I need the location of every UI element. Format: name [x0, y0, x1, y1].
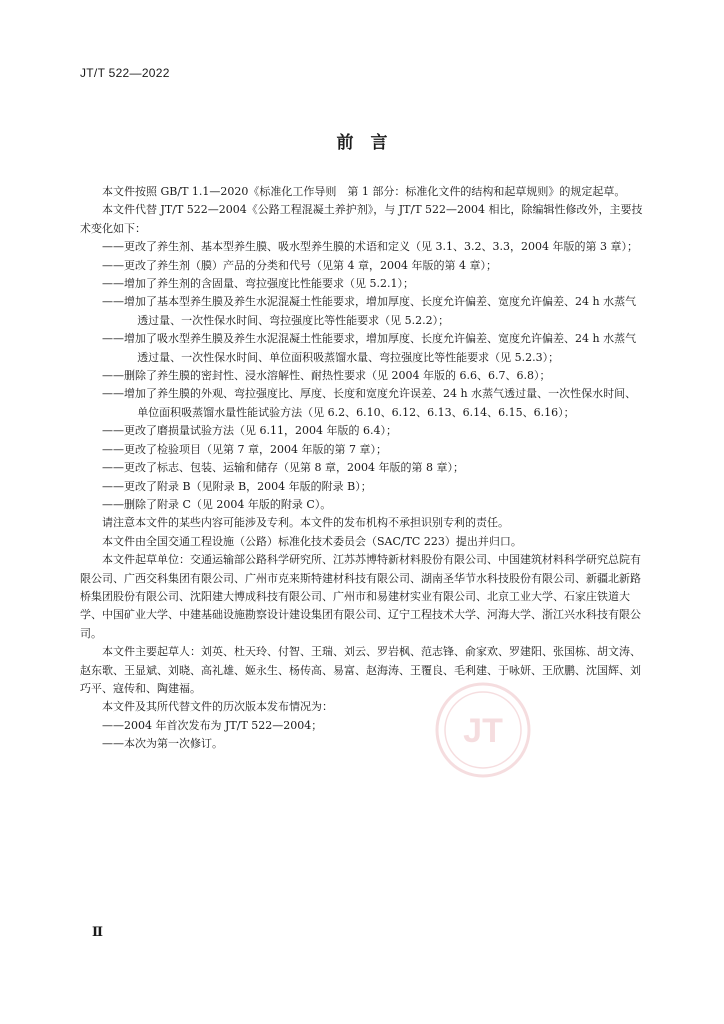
drafting-units: 本文件起草单位：交通运输部公路科学研究所、江苏苏博特新材料股份有限公司、中国建筑材料科学研究总院有限公司、广西交科集团有限公司、广州市克来斯特建材科技有限公司、湖南圣华节水科技股份有限公司、新疆北新路桥集团股份有限公司、沈阳建大博成科技有限公司、广州市和易建材实业有限公司、北京工业大学、石家庄铁道大学、中国矿业大学、中建基础设施勘察设计建设集团有限公司、辽宁工程技术大学、河海大学、浙江兴水科技有限公司。: [80, 553, 641, 640]
svg-text:JT: JT: [463, 712, 503, 750]
history-item: ——2004 年首次发布为 JT/T 522—2004；: [102, 718, 323, 732]
change-item: ——增加了吸水型养生膜及养生水泥混凝土性能要求，增加厚度、长度允许偏差、宽度允许偏差、24 h 水蒸气透过量、一次性保水时间、单位面积吸蒸馏水量、弯拉强度比等性能要求（见 5.2.3）；: [102, 332, 637, 364]
patent-notice: 请注意本文件的某些内容可能涉及专利。本文件的发布机构不承担识别专利的责任。: [102, 516, 509, 530]
change-item: ——更改了养生剂、基本型养生膜、吸水型养生膜的术语和定义（见 3.1、3.2、3.3，2004 年版的第 3 章）；: [102, 240, 638, 254]
change-item: ——更改了养生剂（膜）产品的分类和代号（见第 4 章，2004 年版的第 4 章）；: [102, 258, 497, 272]
change-item: ——更改了附录 B（见附录 B，2004 年版的附录 B）；: [102, 479, 372, 493]
change-item: ——更改了检验项目（见第 7 章，2004 年版的第 7 章）；: [102, 442, 387, 456]
history-item: ——本次为第一次修订。: [102, 737, 223, 751]
page-title: 前 言: [336, 133, 388, 153]
drafters: 本文件主要起草人：刘英、杜天玲、付智、王瑞、刘云、罗岩枫、范志锋、俞家欢、罗建阳、张国栋、胡文涛、赵东歌、王显斌、刘晓、高礼雄、姬永生、杨传高、易富、赵海涛、王覆良、毛利建、于咏妍、王欣鹏、沈国辉、刘巧平、寇传和、陶建福。: [80, 645, 641, 695]
foreword-body: [80, 183, 647, 754]
change-item: ——更改了标志、包装、运输和储存（见第 8 章，2004 年版的第 8 章）；: [102, 461, 464, 475]
change-item: ——增加了基本型养生膜及养生水泥混凝土性能要求，增加厚度、长度允许偏差、宽度允许偏差、24 h 水蒸气透过量、一次性保水时间、弯拉强度比等性能要求（见 5.2.2）；: [102, 295, 637, 327]
intro-paragraph-1: 本文件按照 GB/T 1.1—2020《标准化工作导则 第 1 部分：标准化文件的结构和起草规则》的规定起草。: [102, 185, 626, 198]
change-item: ——增加了养生剂的含固量、弯拉强度比性能要求（见 5.2.1）；: [102, 277, 414, 291]
change-item: ——更改了磨损量试验方法（见 6.11，2004 年版的 6.4）；: [102, 424, 397, 438]
change-item: ——删除了附录 C（见 2004 年版的附录 C）。: [102, 497, 332, 511]
intro-paragraph-2: 本文件代替 JT/T 522—2004《公路工程混凝土养护剂》，与 JT/T 522—2004 相比，除编辑性修改外，主要技术变化如下：: [80, 203, 643, 235]
page-number: Ⅱ: [92, 925, 103, 940]
proposer-statement: 本文件由全国交通工程设施（公路）标准化技术委员会（SAC/TC 223）提出并归口。: [102, 534, 522, 548]
history-intro: 本文件及其所代替文件的历次版本发布情况为：: [102, 700, 333, 714]
document-code: JT/T 522—2022: [80, 66, 170, 80]
change-item: ——删除了养生膜的密封性、浸水溶解性、耐热性要求（见 2004 年版的 6.6、6.7、6.8）；: [102, 369, 551, 383]
change-item: ——增加了养生膜的外观、弯拉强度比、厚度、长度和宽度允许误差、24 h 水蒸气透过量、一次性保水时间、单位面积吸蒸馏水量性能试验方法（见 6.2、6.10、6.12、6.13、6.14、6.15、6.16）；: [102, 387, 637, 419]
jt-watermark-seal: [433, 680, 533, 780]
